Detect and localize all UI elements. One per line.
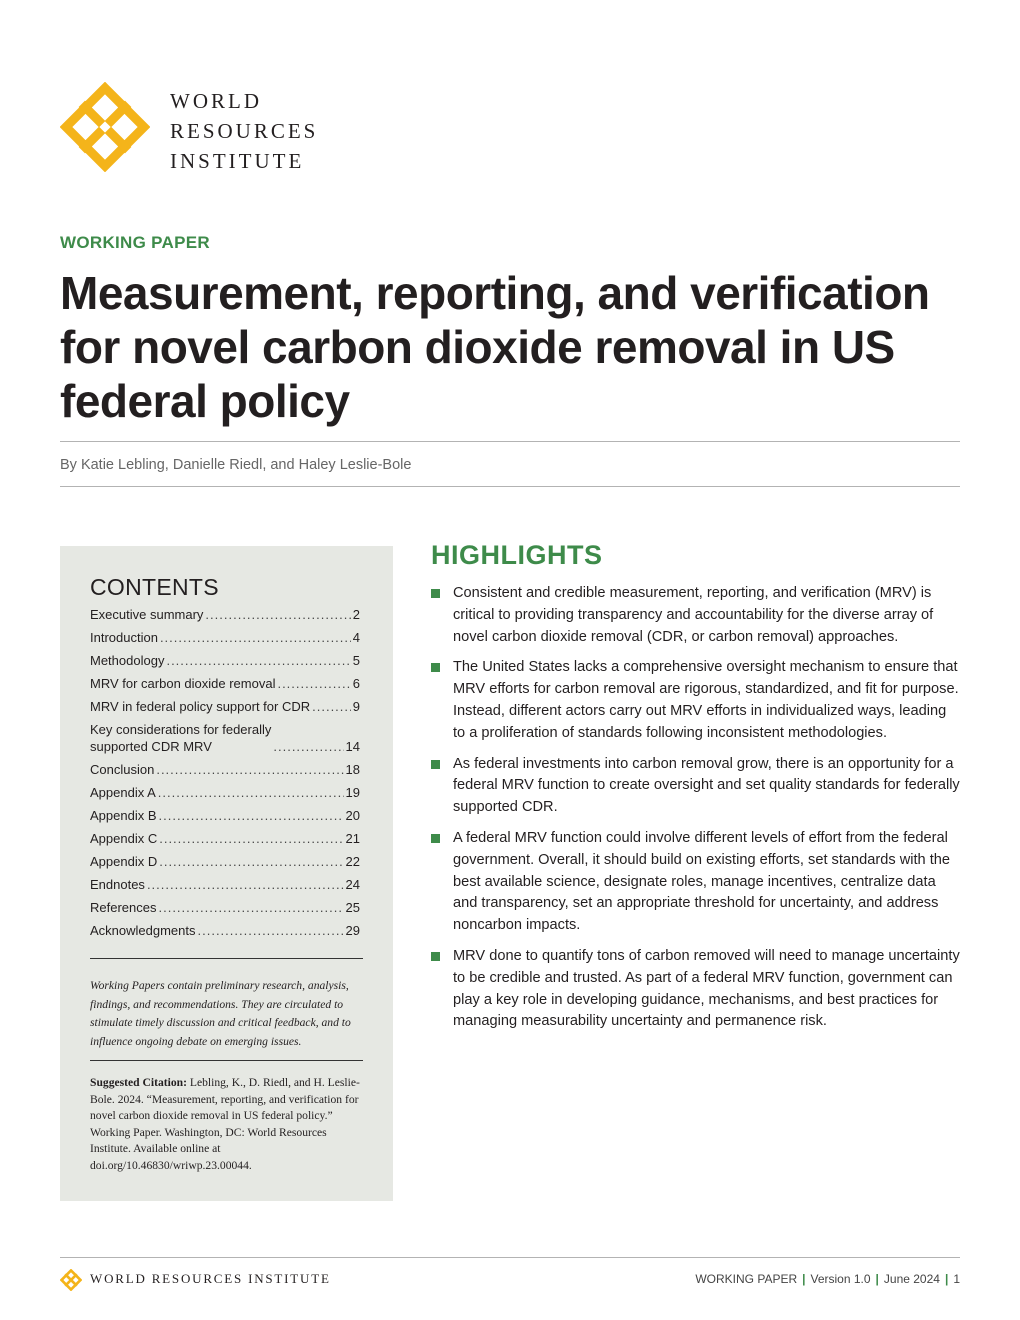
wordmark-line: INSTITUTE xyxy=(170,149,305,173)
footer-separator: | xyxy=(944,1272,949,1286)
toc-leader xyxy=(159,853,343,870)
bullet-square-icon xyxy=(431,760,440,769)
toc-item[interactable] xyxy=(90,721,360,755)
toc-page: 24 xyxy=(345,877,360,892)
toc-title: MRV for carbon dioxide removal xyxy=(90,676,276,691)
wri-wordmark xyxy=(170,86,318,176)
document-type-label: WORKING PAPER xyxy=(60,233,210,252)
toc-title: Appendix A xyxy=(90,785,156,800)
highlights-list xyxy=(431,583,961,1042)
footer-version: Version 1.0 xyxy=(810,1272,871,1286)
toc-item[interactable] xyxy=(90,853,360,870)
toc-title-line: Key considerations for federally xyxy=(90,722,272,737)
highlight-text: A federal MRV function could involve different levels of effort from the federal government. Overall, it should build on existing efforts, set standards with the best available science, designate roles, manage incentives, centralize data and transparency, set an appropriate threshold for uncertainty, and address noncarbon impacts. xyxy=(453,829,950,934)
toc-leader xyxy=(160,629,351,646)
highlight-text: As federal investments into carbon removal grow, there is an opportunity for a federal MRV function to create oversight and set quality standards for federally supported CDR. xyxy=(453,755,960,816)
page-title: Measurement, reporting, and verification for novel carbon dioxide removal in US federal policy xyxy=(60,267,930,427)
citation-text: Lebling, K., D. Riedl, and H. Leslie-Bole. 2024. “Measurement, reporting, and verification for novel carbon dioxide removal in US federal policy.” Working Paper. Washington, DC: World Resources Institute. Available online at doi.org/10.46830/wriwp.23.00044. xyxy=(90,1076,360,1172)
toc-leader xyxy=(158,899,343,916)
divider xyxy=(60,441,960,442)
toc-item[interactable] xyxy=(90,675,360,692)
bullet-square-icon xyxy=(431,663,440,672)
footer-date: June 2024 xyxy=(883,1272,940,1286)
toc-title: References xyxy=(90,900,157,915)
toc-title: Conclusion xyxy=(90,762,155,777)
toc-title: Appendix C xyxy=(90,831,158,846)
footer-separator: | xyxy=(875,1272,879,1286)
toc-leader xyxy=(277,675,350,692)
toc-leader xyxy=(159,830,343,847)
bullet-square-icon xyxy=(431,952,440,961)
wri-logo-icon xyxy=(60,82,150,172)
toc-page: 22 xyxy=(345,854,360,869)
toc-title: Executive summary xyxy=(90,607,204,622)
toc-page: 5 xyxy=(352,653,360,668)
wordmark-line: RESOURCES xyxy=(170,119,319,143)
toc-leader xyxy=(159,807,344,824)
toc-item[interactable] xyxy=(90,629,360,646)
toc-title: Methodology xyxy=(90,653,165,668)
footer-brand-name: WORLD RESOURCES INSTITUTE xyxy=(90,1271,331,1286)
highlight-text: Consistent and credible measurement, reporting, and verification (MRV) is critical to providing transparency and accountability for the diverse array of novel carbon dioxide removal (CDR, or carbon removal) approaches. xyxy=(453,585,934,645)
toc-item[interactable] xyxy=(90,698,360,715)
toc-title: Acknowledgments xyxy=(90,923,196,938)
contents-sidebar xyxy=(60,546,393,1201)
toc-page: 29 xyxy=(345,923,360,938)
toc-leader xyxy=(166,652,350,669)
toc-title: Introduction xyxy=(90,630,158,645)
toc-item[interactable] xyxy=(90,899,360,916)
toc-item[interactable] xyxy=(90,606,360,623)
toc-page: 2 xyxy=(352,607,360,622)
toc-leader xyxy=(147,876,344,893)
highlight-item xyxy=(431,946,961,1033)
toc-page: 9 xyxy=(352,699,360,714)
toc-item[interactable] xyxy=(90,830,360,847)
toc-item[interactable] xyxy=(90,922,360,939)
toc-item[interactable] xyxy=(90,652,360,669)
toc-page: 14 xyxy=(345,739,360,754)
toc-item[interactable] xyxy=(90,761,360,778)
footer-page-number: 1 xyxy=(953,1272,960,1286)
divider xyxy=(90,1060,363,1061)
contents-heading: CONTENTS xyxy=(90,574,219,600)
toc-item[interactable] xyxy=(90,876,360,893)
footer-meta xyxy=(695,1272,960,1286)
suggested-citation xyxy=(90,1075,362,1175)
wordmark-line: WORLD xyxy=(170,89,262,113)
toc-page: 25 xyxy=(345,900,360,915)
byline: By Katie Lebling, Danielle Riedl, and Haley Leslie-Bole xyxy=(60,457,412,473)
toc-page: 6 xyxy=(352,676,360,691)
toc-leader xyxy=(273,738,343,755)
bullet-square-icon xyxy=(431,834,440,843)
highlight-text: MRV done to quantify tons of carbon removed will need to manage uncertainty to be credible and trusted. As part of a federal MRV function, government can play a key role in developing guidance, mechanisms, and best practices for managing measurability uncertainty and permanence risk. xyxy=(453,947,960,1030)
highlight-item xyxy=(431,583,961,648)
citation-label: Suggested Citation: xyxy=(90,1076,187,1089)
toc-page: 19 xyxy=(345,785,360,800)
footer-doc-type: WORKING PAPER xyxy=(695,1272,798,1286)
bullet-square-icon xyxy=(431,589,440,598)
toc-page: 4 xyxy=(352,630,360,645)
working-paper-note: Working Papers contain preliminary research, analysis, findings, and recommendations. They are circulated to stimulate timely discussion and critical feedback, and to influence ongoing debate on emerging issues. xyxy=(90,979,351,1048)
toc-leader xyxy=(205,606,350,623)
toc-item[interactable] xyxy=(90,784,360,801)
toc-leader xyxy=(156,761,343,778)
highlight-item xyxy=(431,754,961,819)
toc-leader xyxy=(158,784,344,801)
highlight-item xyxy=(431,657,961,744)
highlight-item xyxy=(431,828,961,937)
divider xyxy=(60,486,960,487)
toc-title: Appendix D xyxy=(90,854,158,869)
divider xyxy=(90,958,363,959)
toc-title-line: supported CDR MRV xyxy=(90,739,212,754)
toc-page: 18 xyxy=(345,762,360,777)
toc-title-two-line xyxy=(90,721,271,755)
footer-separator: | xyxy=(802,1272,806,1286)
highlight-text: The United States lacks a comprehensive oversight mechanism to ensure that MRV efforts for carbon removal are rigorous, standardized, and fit for purpose. Instead, different actors carry out MRV efforts in individualized ways, leading to a proliferation of standards following inconsistent methodologies. xyxy=(453,659,959,741)
toc-item[interactable] xyxy=(90,807,360,824)
table-of-contents xyxy=(90,606,360,945)
toc-leader xyxy=(198,922,344,939)
toc-leader xyxy=(312,698,351,715)
toc-page: 21 xyxy=(345,831,360,846)
highlights-heading: HIGHLIGHTS xyxy=(431,540,603,570)
wri-logo-icon xyxy=(60,1269,82,1291)
toc-title: MRV in federal policy support for CDR xyxy=(90,699,311,714)
toc-page: 20 xyxy=(345,808,360,823)
footer-divider xyxy=(60,1257,960,1258)
toc-title: Appendix B xyxy=(90,808,157,823)
toc-title: Endnotes xyxy=(90,877,145,892)
